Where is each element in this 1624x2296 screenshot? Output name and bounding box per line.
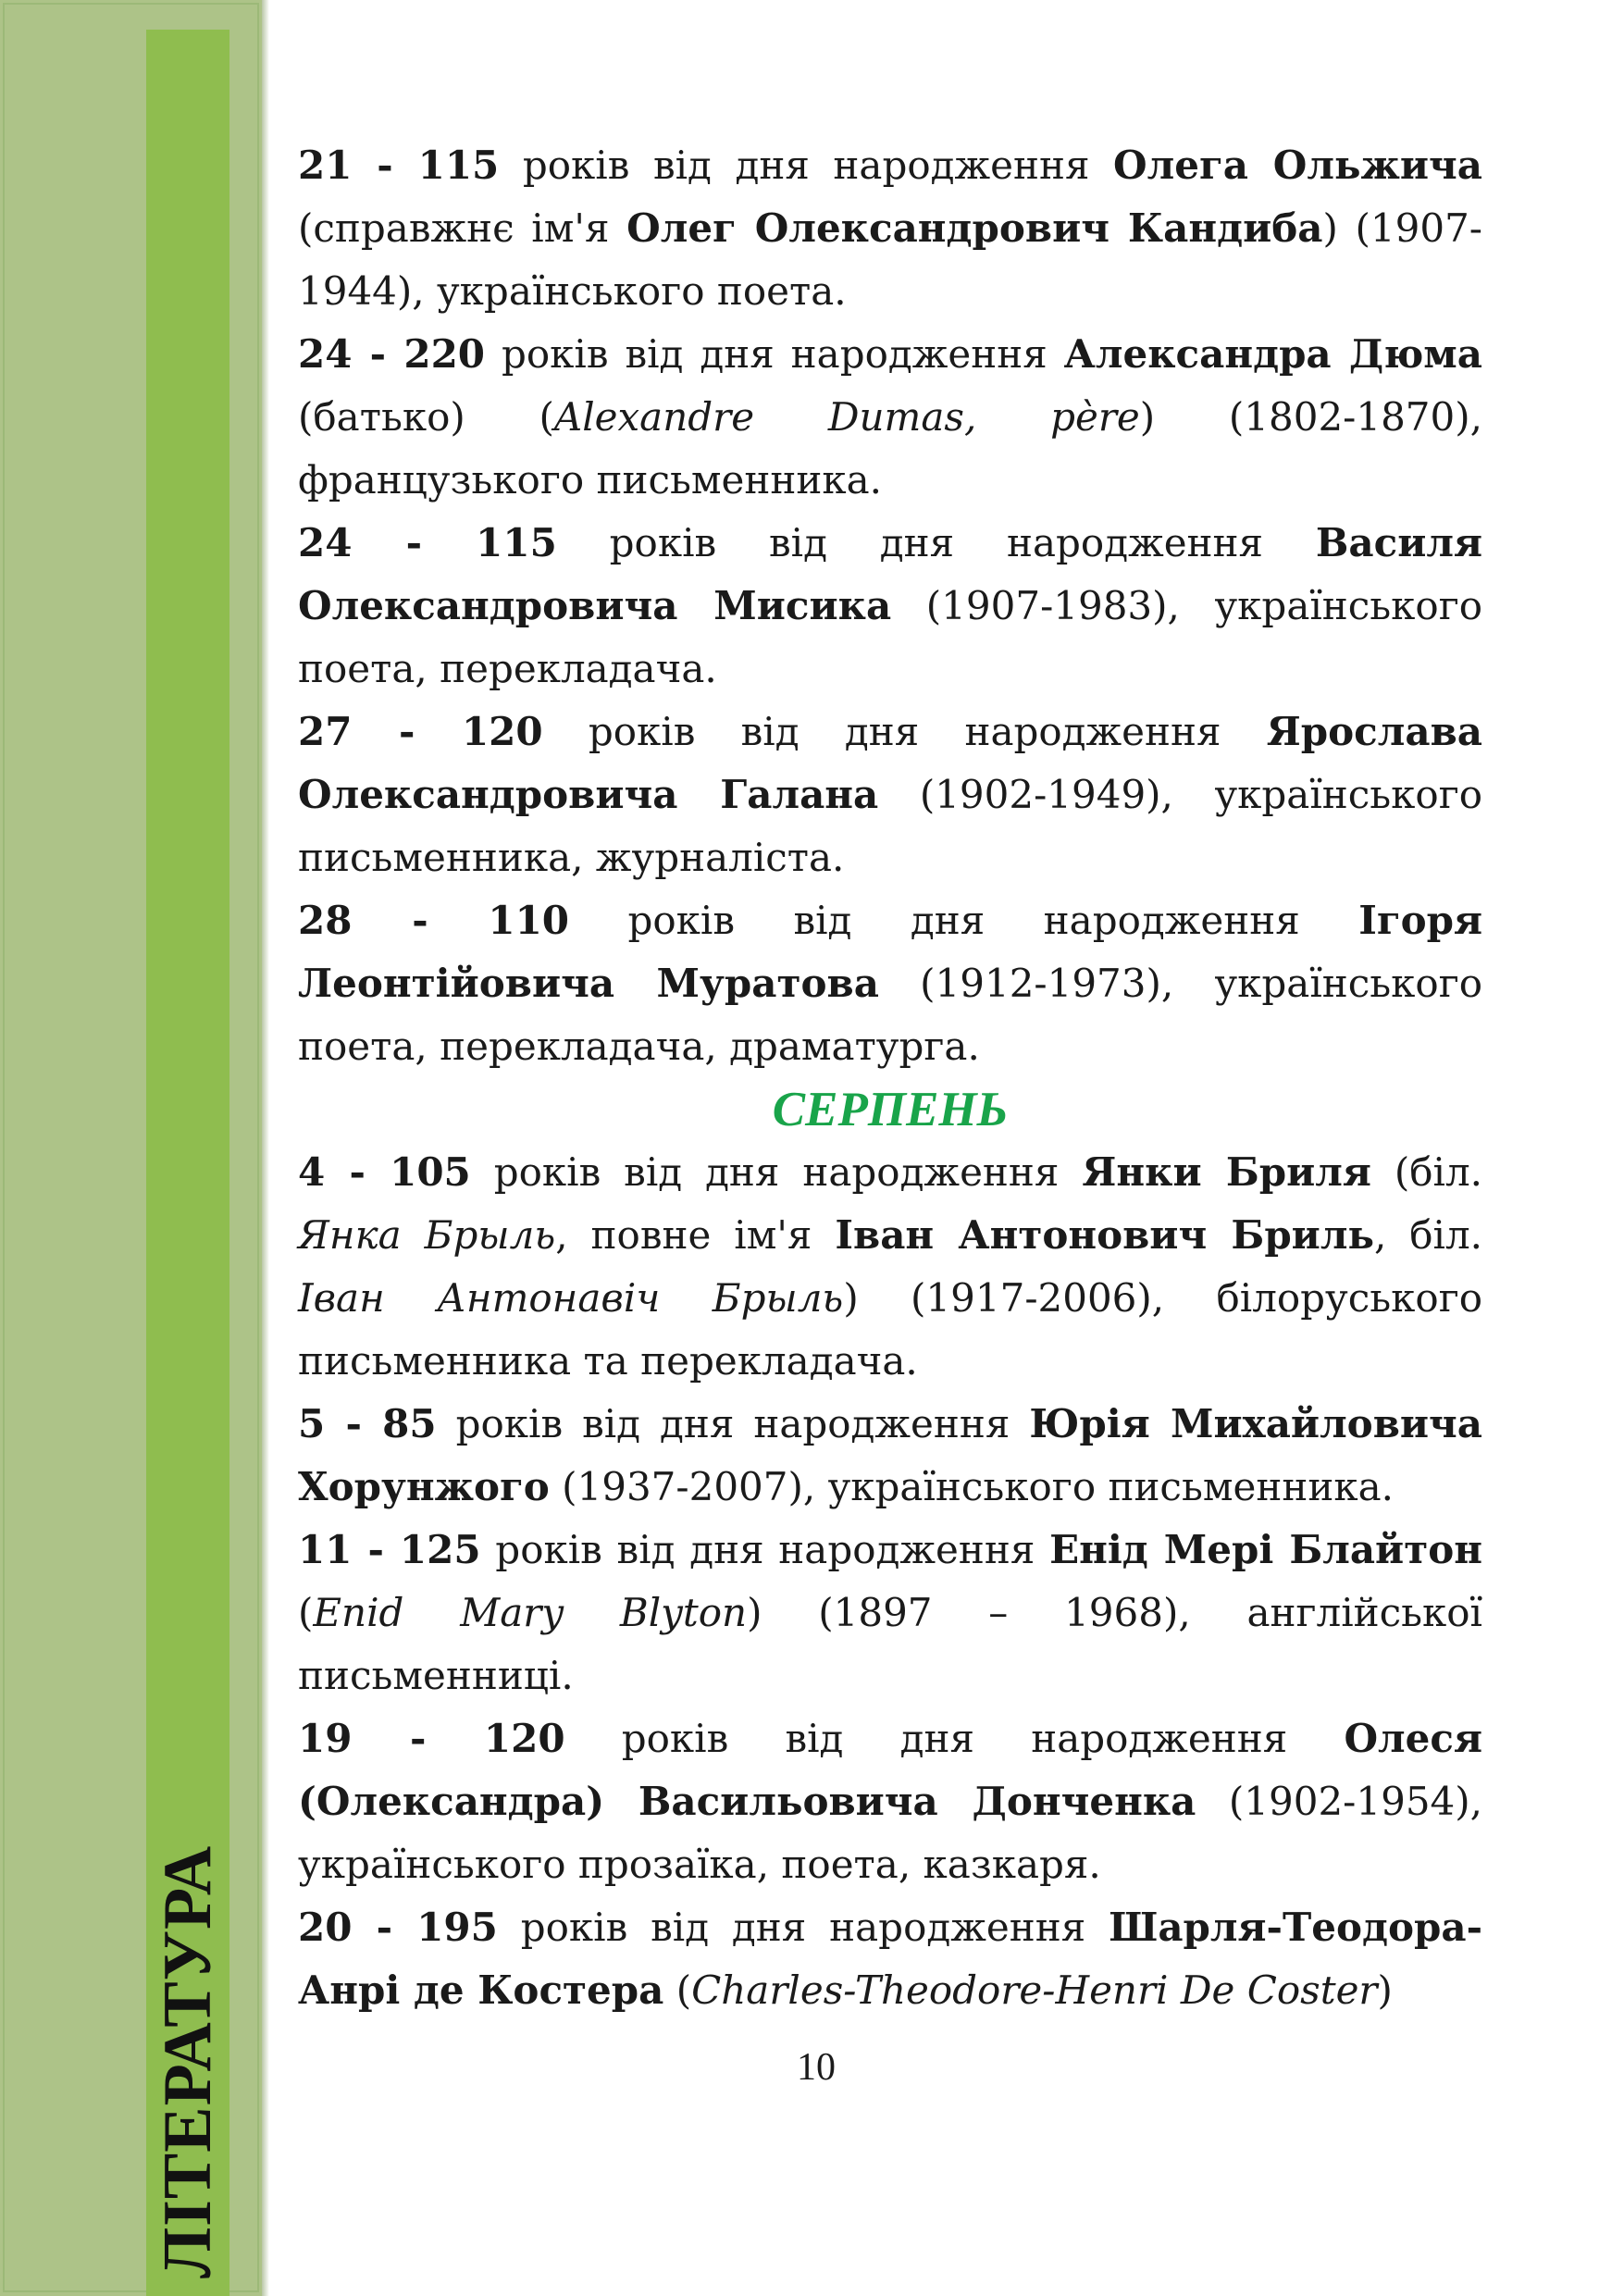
entry-note: (1907-1983), українського поета, перекладача. <box>298 583 1482 691</box>
calendar-entry <box>298 1141 1482 1393</box>
entry-note: (1902-1954), українського прозаїка, поета, казкаря. <box>298 1779 1482 1887</box>
entry-phrase: років від дня народження <box>485 331 1064 377</box>
calendar-content <box>298 134 1482 2022</box>
entry-date: 11 - 125 <box>298 1527 481 1572</box>
entry-note: (1912-1973), українського поета, перекладача, драматурга. <box>298 961 1482 1069</box>
entry-date: 24 - 220 <box>298 331 486 377</box>
entry-date: 28 - 110 <box>298 898 570 943</box>
entry-note: ) (1802-1870), французького письменника. <box>298 394 1482 503</box>
calendar-entry <box>298 134 1482 323</box>
calendar-entry <box>298 1519 1482 1707</box>
entry-note: ( <box>298 1590 314 1635</box>
person-name: Янки Бриля <box>1082 1149 1371 1195</box>
entry-date: 19 - 120 <box>298 1716 565 1761</box>
person-name: Ігоря Леонтійовича Муратова <box>298 898 1482 1006</box>
entry-phrase: років від дня народження <box>470 1149 1083 1195</box>
entry-date: 20 - 195 <box>298 1905 498 1950</box>
entry-phrase: років від дня народження <box>556 520 1316 565</box>
person-real-name: Іван Антонович Бриль <box>835 1212 1374 1258</box>
entry-date: 21 - 115 <box>298 143 500 188</box>
entry-phrase: років від дня народження <box>480 1527 1050 1572</box>
entry-date: 4 - 105 <box>298 1149 471 1195</box>
original-name: Alexandre Dumas, père <box>553 394 1140 440</box>
entry-note: ) (1907-1944), українського поета. <box>298 205 1482 314</box>
entry-note: ) <box>1377 1967 1393 2013</box>
person-name: Шарля-Теодора-Анрі де Костера <box>298 1905 1482 2013</box>
entry-note: ) (1917-2006), білоруського письменника та перекладача. <box>298 1275 1482 1384</box>
person-name: Александра Дюма <box>1063 331 1482 377</box>
entry-note: , повне ім'я <box>555 1212 836 1258</box>
entry-note: (батько) ( <box>298 394 554 440</box>
person-name: Василя Олександровича Мисика <box>298 520 1482 628</box>
calendar-entry <box>298 701 1482 889</box>
entry-phrase: років від дня народження <box>499 143 1114 188</box>
entry-date: 27 - 120 <box>298 709 543 754</box>
person-name: Юрія Михайловича Хорунжого <box>298 1401 1482 1509</box>
sidebar <box>0 0 262 2296</box>
person-name: Олеся (Олександра) Васильовича Донченка <box>298 1716 1482 1824</box>
entry-note: , біл. <box>1373 1212 1483 1258</box>
calendar-entry <box>298 889 1482 1078</box>
calendar-entry <box>298 1896 1482 2022</box>
entry-phrase: років від дня народження <box>497 1905 1110 1950</box>
original-name: Enid Mary Blyton <box>313 1590 748 1635</box>
person-name: Ярослава Олександровича Галана <box>298 709 1482 817</box>
page-number: 10 <box>797 2046 836 2089</box>
month-heading: СЕРПЕНЬ <box>772 1083 1009 1136</box>
entry-note: (1937-2007), українського письменника. <box>549 1464 1394 1509</box>
entry-phrase: років від дня народження <box>564 1716 1345 1761</box>
calendar-entry <box>298 1393 1482 1519</box>
original-name: Іван Антонавіч Брыль <box>298 1275 844 1321</box>
person-name: Олега Ольжича <box>1113 143 1482 188</box>
entry-date: 5 - 85 <box>298 1401 437 1446</box>
calendar-entry <box>298 512 1482 701</box>
entry-note: (1902-1949), українського письменника, журналіста. <box>298 772 1482 880</box>
calendar-entry <box>298 1707 1482 1896</box>
calendar-entry <box>298 323 1482 512</box>
person-name: Енід Мері Блайтон <box>1049 1527 1482 1572</box>
entry-note: ) (1897 – 1968), англійської письменниці. <box>298 1590 1482 1698</box>
person-real-name: Олег Олександрович Кандиба <box>626 205 1323 251</box>
sidebar-shadow <box>262 0 269 2296</box>
entry-phrase: років від дня народження <box>542 709 1267 754</box>
original-name: Charles-Theodore-Henri De Coster <box>691 1967 1378 2013</box>
entry-note: ( <box>663 1967 692 2013</box>
entry-date: 24 - 115 <box>298 520 557 565</box>
entry-note: (справжнє ім'я <box>298 205 627 251</box>
sidebar-section-label: ЛІТЕРАТУРА <box>150 1844 226 2278</box>
entry-phrase: років від дня народження <box>569 898 1359 943</box>
entry-phrase: років від дня народження <box>436 1401 1030 1446</box>
entry-note: (біл. <box>1370 1149 1482 1195</box>
original-name: Янка Брыль <box>298 1212 556 1258</box>
